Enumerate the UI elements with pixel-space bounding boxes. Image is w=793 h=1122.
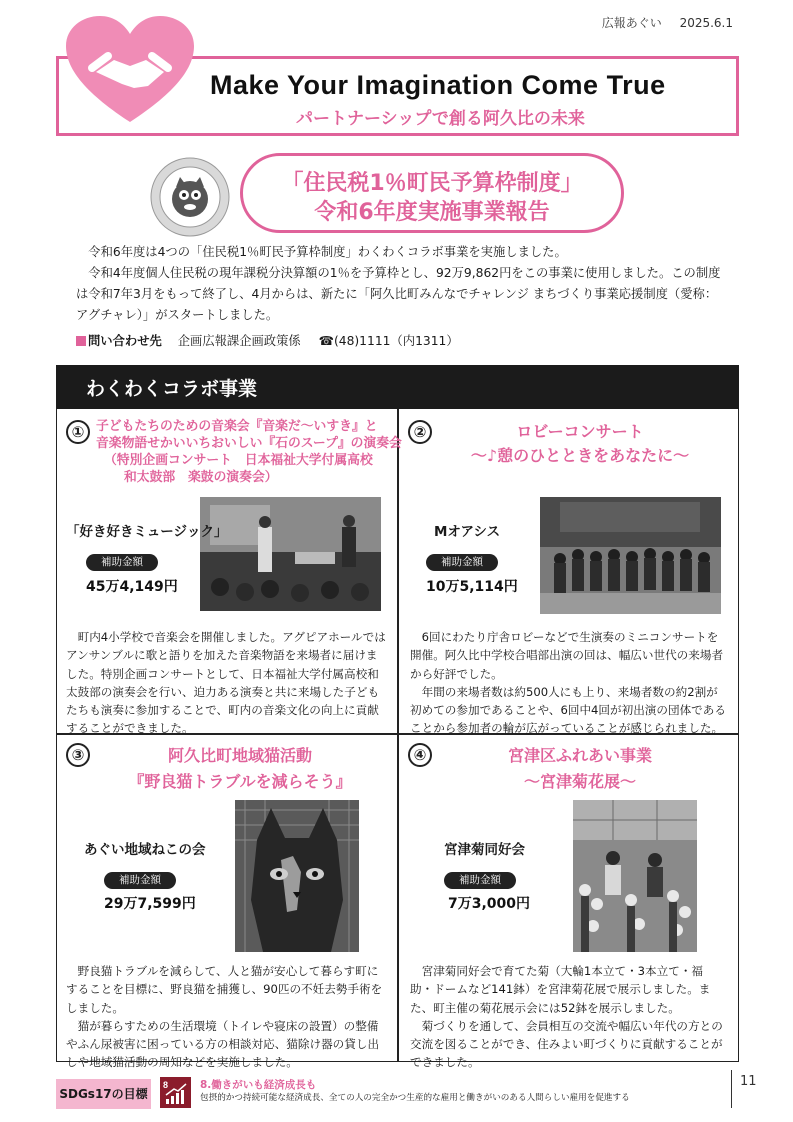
chrysanthemum-show-photo bbox=[573, 800, 697, 952]
project-title bbox=[90, 743, 390, 795]
publication-date: 2025.6.1 bbox=[679, 16, 733, 30]
description-paragraph: 年間の来場者数は約500人にも上り、来場者数の約2割が初めての参加であることや、6回中4回が初出演の団体であることから参加者の輪が広がっていることが感じられました。 bbox=[410, 684, 726, 736]
contact-department: 企画広報課企画政策係 bbox=[177, 334, 301, 348]
sdg8-growth-icon bbox=[160, 1077, 191, 1108]
project-title bbox=[430, 420, 730, 468]
project-description bbox=[410, 628, 726, 738]
project-title-line: （特別企画コンサート 日本福祉大学付属高校 bbox=[104, 453, 373, 468]
grant-amount: 29万7,599円 bbox=[104, 896, 196, 912]
report-title-line2: 令和6年度実施事業報告 bbox=[314, 200, 550, 225]
svg-text:8: 8 bbox=[163, 1080, 169, 1090]
cat-photo bbox=[235, 800, 359, 952]
organization-name: 「好き好きミュージック」 bbox=[66, 524, 228, 540]
project-title-line: 宮津区ふれあい事業 bbox=[507, 746, 652, 765]
organization-name: Mオアシス bbox=[434, 524, 501, 540]
column-divider bbox=[397, 409, 399, 1062]
project-title bbox=[430, 743, 730, 795]
heart-handshake-icon bbox=[64, 14, 196, 126]
organization-name: あぐい地域ねこの会 bbox=[84, 842, 206, 858]
banner-title: Make Your Imagination Come True bbox=[210, 70, 666, 100]
contact-label: 問い合わせ先 bbox=[88, 334, 162, 348]
project-title-line: 〜♪憩のひとときをあなたに〜 bbox=[470, 446, 690, 465]
report-title-line1: 「住民税1％町民予算枠制度」 bbox=[281, 171, 583, 196]
project-number: ③ bbox=[66, 743, 90, 767]
page-number: 11 bbox=[740, 1074, 757, 1089]
section-title: わくわくコラボ事業 bbox=[86, 378, 258, 400]
contact-phone: ☎(48)1111（内1311） bbox=[318, 334, 459, 348]
grant-amount: 7万3,000円 bbox=[448, 896, 531, 912]
description-paragraph: 猫が暮らすための生活環境（トイレや寝床の設置）の整備やふん尿被害に困っている方の相談対応、猫除け器の貸し出しや地域猫活動の周知などを実施しました。 bbox=[66, 1018, 380, 1070]
description-paragraph: 宮津菊同好会で育てた菊（大輪1本立て・3本立て・福助・ドームなど141鉢）を宮津菊花展で展示しました。また、町主催の菊花展示会には52鉢を展示しました。 bbox=[410, 964, 711, 1015]
project-description bbox=[66, 962, 386, 1072]
intro-paragraph: 令和4年度個人住民税の現年課税分決算額の1％を予算枠とし、92万9,862円をこの事業に使用しました。この制度は令和7年3月をもって終了し、4月からは、新たに「阿久比町みんなでチャレンジ まちづくり事業応援制度（愛称：アグチャレ）」がスタートしました。 bbox=[76, 266, 721, 322]
intro-text bbox=[76, 242, 724, 326]
project-number: ④ bbox=[408, 743, 432, 767]
project-number: ① bbox=[66, 420, 90, 444]
description-paragraph: 菊づくりを通して、会員相互の交流や幅広い年代の方との交流を図ることができ、住みよい町づくりに貢献することができました。 bbox=[410, 1018, 723, 1070]
project-title-line: 和太鼓部 楽鼓の演奏会） bbox=[124, 470, 278, 485]
grant-label: 補助金額 bbox=[426, 554, 498, 571]
project-title-line: 阿久比町地域猫活動 bbox=[167, 746, 312, 765]
grant-label: 補助金額 bbox=[104, 872, 176, 889]
intro-paragraph: 令和6年度は4つの「住民税1％町民予算枠制度」わくわくコラボ事業を実施しました。 bbox=[88, 245, 567, 259]
page-number-rule bbox=[731, 1070, 732, 1108]
description-paragraph: 6回にわたり庁舎ロビーなどで生演奏のミニコンサートを開催。阿久比中学校合唱部出演の回は、幅広い世代の来場者から好評でした。 bbox=[410, 630, 724, 681]
project-title-line: ロビーコンサート bbox=[516, 422, 644, 441]
town-mascot-seal-icon bbox=[150, 157, 230, 237]
project-title-line: 音楽物語せかいいちおいしい『石のスープ』の演奏会 bbox=[96, 436, 402, 451]
bullet-square-icon bbox=[76, 336, 86, 346]
contact-info bbox=[76, 331, 459, 349]
publication-header bbox=[602, 14, 733, 31]
project-title bbox=[96, 418, 402, 486]
concert-photo bbox=[200, 497, 381, 611]
publication-name: 広報あぐい bbox=[601, 16, 662, 30]
description-paragraph: 野良猫トラブルを減らして、人と猫が安心して暮らす町にすることを目標に、野良猫を捕獲し、90匹の不妊去勢手術をしました。 bbox=[66, 964, 383, 1015]
sdg-label: SDGs17の目標 bbox=[56, 1079, 151, 1109]
project-description bbox=[410, 962, 726, 1072]
sdg-goal-description: 包摂的かつ持続可能な経済成長、全ての人の完全かつ生産的な雇用と働きがいのある人間らしい雇用を促進する bbox=[200, 1093, 630, 1103]
project-number: ② bbox=[408, 420, 432, 444]
grant-label: 補助金額 bbox=[444, 872, 516, 889]
grant-label: 補助金額 bbox=[86, 554, 158, 571]
project-title-line: 『野良猫トラブルを減らそう』 bbox=[128, 772, 352, 791]
grant-amount: 45万4,149円 bbox=[86, 579, 178, 595]
project-description bbox=[66, 628, 386, 738]
lobby-concert-photo bbox=[540, 497, 721, 614]
project-title-line: 子どもたちのための音楽会『音楽だ〜いすき』と bbox=[96, 419, 378, 434]
description-paragraph: 町内4小学校で音楽会を開催しました。アグピアホールではアンサンブルに歌と語りを加えた音楽物語を来場者に届けました。特別企画コンサートとして、日本福祉大学付属高校和太鼓部の演奏会を行い、迫力ある演奏と共に来場した子どもたちも演奏に参加することで、町内の音楽文化の向上に貢献することができました。 bbox=[66, 630, 386, 736]
banner-subtitle: パートナーシップで創る阿久比の未来 bbox=[296, 109, 585, 129]
organization-name: 宮津菊同好会 bbox=[444, 842, 525, 858]
project-title-line: 〜宮津菊花展〜 bbox=[523, 772, 636, 791]
grant-amount: 10万5,114円 bbox=[426, 579, 518, 595]
sdg-goal-title: 8.働きがいも経済成長も bbox=[200, 1079, 317, 1091]
